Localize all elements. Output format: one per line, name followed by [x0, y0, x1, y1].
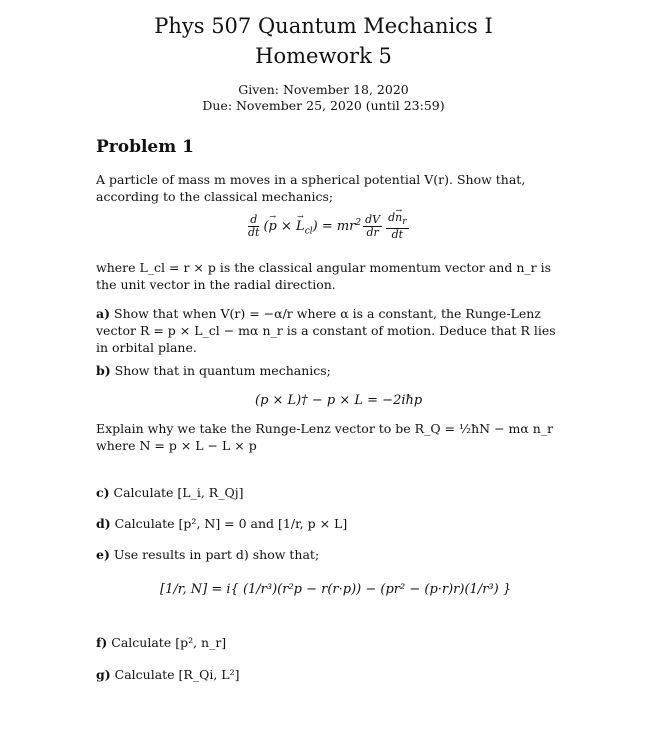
where-text: where L_cl = r × p is the classical angular momentum vector and n_r is the unit vector in the radial direction. [96, 260, 551, 292]
part-b [96, 362, 566, 379]
part-e [96, 546, 566, 563]
problem-heading: Problem 1 [96, 137, 194, 157]
part-c-text: Calculate [L_i, R_Qj] [113, 485, 244, 500]
assignment-title: Homework 5 [255, 44, 392, 68]
part-d-text: Calculate [p², N] = 0 and [1/r, p × L] [114, 516, 348, 531]
part-b-label: b) [96, 363, 111, 378]
part-e-text: Use results in part d) show that; [113, 547, 320, 562]
part-f [96, 634, 566, 651]
equation-2: (p × L)† − p × L = −2iħp [255, 393, 423, 408]
part-c [96, 484, 566, 501]
course-title: Phys 507 Quantum Mechanics I [154, 14, 493, 38]
due-date: Due: November 25, 2020 (until 23:59) [202, 98, 445, 113]
part-f-text: Calculate [p², n_r] [111, 635, 227, 650]
equation-3: [1/r, N] = i{ (1/r³)(r²p − r(r·p)) − (pr² − (p·r)r)(1/r³) } [160, 582, 512, 597]
part-g-text: Calculate [R_Qi, L²] [114, 667, 240, 682]
equation-1: $\frac{d}{dt}$ (p → × $L \to_{cl}) = mr^2$ $\frac{dV}{dr}$ $\frac{dn \to_r}{dt}$ [244, 212, 411, 241]
part-e-label: e) [96, 547, 110, 562]
problem-intro: A particle of mass m moves in a spherical potential V(r). Show that, according to the classical mechanics; [96, 172, 526, 204]
part-a-text: Show that when V(r) = −α/r where α is a constant, the Runge-Lenz vector R = p × L_cl − mα n_r is a constant of motion. Deduce that R lies in orbital plane. [96, 306, 556, 355]
given-date: Given: November 18, 2020 [238, 82, 409, 97]
part-a-label: a) [96, 306, 111, 321]
part-f-label: f) [96, 635, 108, 650]
explain-text: Explain why we take the Runge-Lenz vector to be R_Q = ½ħN − mα n_r where N = p × L − L × p [96, 421, 554, 453]
part-g [96, 666, 566, 683]
part-a [96, 305, 566, 356]
part-b-text: Show that in quantum mechanics; [114, 363, 331, 378]
part-c-label: c) [96, 485, 110, 500]
part-d-label: d) [96, 516, 111, 531]
part-d [96, 515, 566, 532]
part-g-label: g) [96, 667, 111, 682]
